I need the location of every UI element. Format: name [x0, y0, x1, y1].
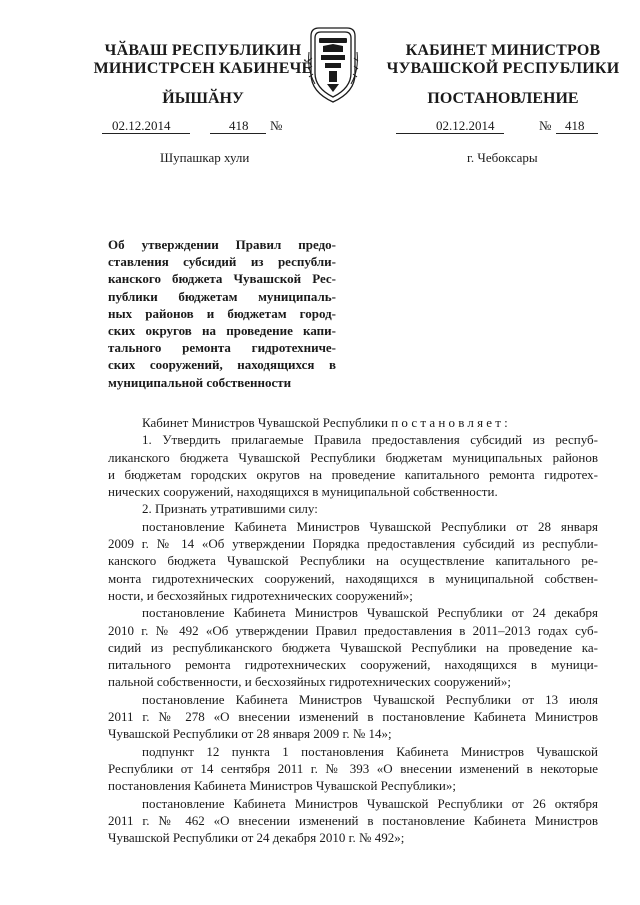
doc-type-left: ЙЫШӐНУ: [162, 90, 244, 107]
body-line: монта гидротехнических сооружений, находящихся в муниципальной собствен-: [108, 570, 598, 586]
city-right: г. Чебоксары: [467, 150, 538, 165]
header-left-line2: МИНИСТРСЕН КАБИНЕЧӖ: [93, 60, 313, 77]
body-line: питального ремонта гидротехнических сооружений, находящихся в муници-: [108, 657, 598, 673]
body-line: Республики от 14 сентября 2011 г. № 393 «О внесении изменений в некоторые: [108, 760, 598, 776]
document-title: [108, 236, 336, 391]
body-line: постановление Кабинета Министров Чувашской Республики от 28 января: [142, 518, 598, 534]
title-line: Об утверждении Правил предо-: [108, 237, 336, 252]
body-line: постановления Кабинета Министров Чувашской Республики»;: [108, 778, 456, 794]
title-line: муниципальной собственности: [108, 374, 292, 390]
number-line-left: [102, 118, 324, 136]
number-line-right: [396, 118, 618, 136]
body-line: 2. Признать утратившими силу:: [142, 501, 318, 517]
doc-number-right: 418: [565, 118, 585, 133]
body-line: 2011 г. № 462 «О внесении изменений в постановление Кабинета Министров: [108, 812, 598, 828]
number-sign-right: №: [539, 118, 552, 133]
header-right: [383, 42, 623, 78]
header-left: [92, 42, 314, 78]
title-line: ставления субсидий из республи-: [108, 254, 336, 270]
header-right-line2: ЧУВАШСКОЙ РЕСПУБЛИКИ: [386, 60, 620, 77]
title-line: публики бюджетам муниципаль-: [108, 288, 336, 304]
body-line: Чувашской Республики от 28 января 2009 г. № 14»;: [108, 726, 392, 742]
header-left-line1: ЧӐВАШ РЕСПУБЛИКИН: [104, 42, 302, 59]
body-line: ности, и бесхозяйных гидротехнических сооружений»;: [108, 587, 413, 603]
title-line: ских округов на проведение капи-: [108, 323, 336, 339]
doc-date-right: 02.12.2014: [436, 118, 495, 133]
number-sign-left: №: [270, 118, 283, 133]
body-line: и бюджетам городских округов на проведение капитального ремонта гидротех-: [108, 466, 598, 482]
title-line: ных районов и бюджетам город-: [108, 305, 336, 321]
body-line: сидий из республиканского бюджета Чувашской Республики на проведение ка-: [108, 639, 598, 655]
title-line: тального ремонта гидротехниче-: [108, 340, 336, 356]
body-line: Чувашской Республики от 24 декабря 2010 г. № 492»;: [108, 830, 405, 846]
body-line: ликанского бюджета Чувашской Республики бюджетам муниципальных районов: [108, 449, 598, 465]
body-line: 1. Утвердить прилагаемые Правила предоставления субсидий из респуб-: [142, 432, 598, 448]
doc-type-right: ПОСТАНОВЛЕНИЕ: [427, 90, 579, 107]
body-line: постановление Кабинета Министров Чувашской Республики от 24 декабря: [142, 605, 598, 621]
title-line: канского бюджета Чувашской Рес-: [108, 271, 336, 287]
body-line: 2010 г. № 492 «Об утверждении Правил предоставления в 2011–2013 годах суб-: [108, 622, 598, 638]
body-line: 2009 г. № 14 «Об утверждении Порядка предоставления субсидий из республи-: [108, 536, 598, 552]
doc-date-left: 02.12.2014: [112, 118, 171, 133]
body-line: нических сооружений, находящихся в муниципальной собственности.: [108, 484, 498, 500]
city-left: Шупашкар хули: [160, 150, 250, 165]
document-body: [108, 414, 598, 846]
body-line: канского бюджета Чувашской Республики на осуществление капитального ре-: [108, 553, 598, 569]
body-line: пальной собственности, и бесхозяйных гидротехнических сооружений»;: [108, 674, 511, 690]
body-line: подпункт 12 пункта 1 постановления Кабинета Министров Чувашской: [142, 743, 598, 759]
preamble-line: [108, 414, 598, 431]
doc-number-left: 418: [229, 118, 249, 133]
preamble-text: Кабинет Министров Чувашской Республики: [142, 415, 388, 430]
body-line: 2011 г. № 278 «О внесении изменений в постановление Кабинета Министров: [108, 709, 598, 725]
body-line: постановление Кабинета Министров Чувашской Республики от 13 июля: [142, 691, 598, 707]
preamble-verb: постановляет:: [391, 415, 511, 430]
body-line: постановление Кабинета Министров Чувашской Республики от 26 октября: [142, 795, 598, 811]
header-right-line1: КАБИНЕТ МИНИСТРОВ: [405, 42, 601, 59]
chuvash-emblem-icon: [305, 22, 361, 106]
title-line: ских сооружений, находящихся в: [108, 357, 336, 373]
